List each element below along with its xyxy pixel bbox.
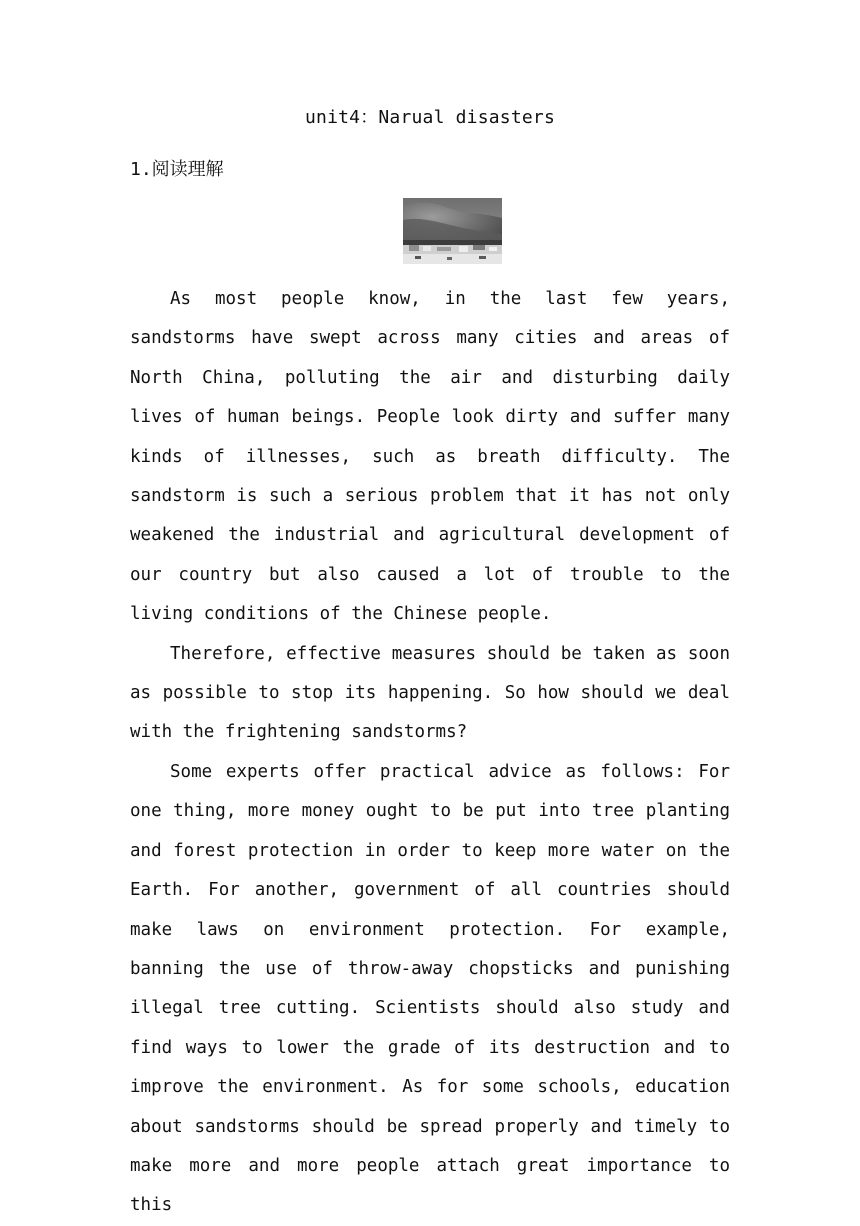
paragraph-2: Therefore, effective measures should be taken as soon as possible to stop its happening. So how should we deal with the frightening sandstorms?: [130, 643, 730, 743]
sandstorm-photo-graphic: [403, 198, 502, 264]
section-heading: 1.阅读理解: [130, 159, 224, 180]
paragraph-1: As most people know, in the last few years, sandstorms have swept across many cities and areas of North China, polluting the air and disturbing daily lives of human beings. People look dirty and suffer many kinds of illnesses, such as breath difficulty. The sandstorm is such a serious problem that it has not only weakened the industrial and agricultural development of our country but also caused a lot of trouble to the living conditions of the Chinese people.: [130, 289, 730, 625]
sandstorm-photo: [403, 198, 502, 264]
paragraph-3: Some experts offer practical advice as follows: For one thing, more money ought to be put into tree planting and forest protection in order to keep more water on the Earth. For another, government of all countries should make laws on environment protection. For example, banning the use of throw-away chopsticks and punishing illegal tree cutting. Scientists should also study and find ways to lower the grade of its destruction and to improve the environment. As for some schools, education about sandstorms should be spread properly and timely to make more and more people attach great importance to this: [130, 761, 730, 1216]
page-title: unit4：Narual disasters: [305, 107, 555, 128]
article-body: [130, 280, 730, 1226]
